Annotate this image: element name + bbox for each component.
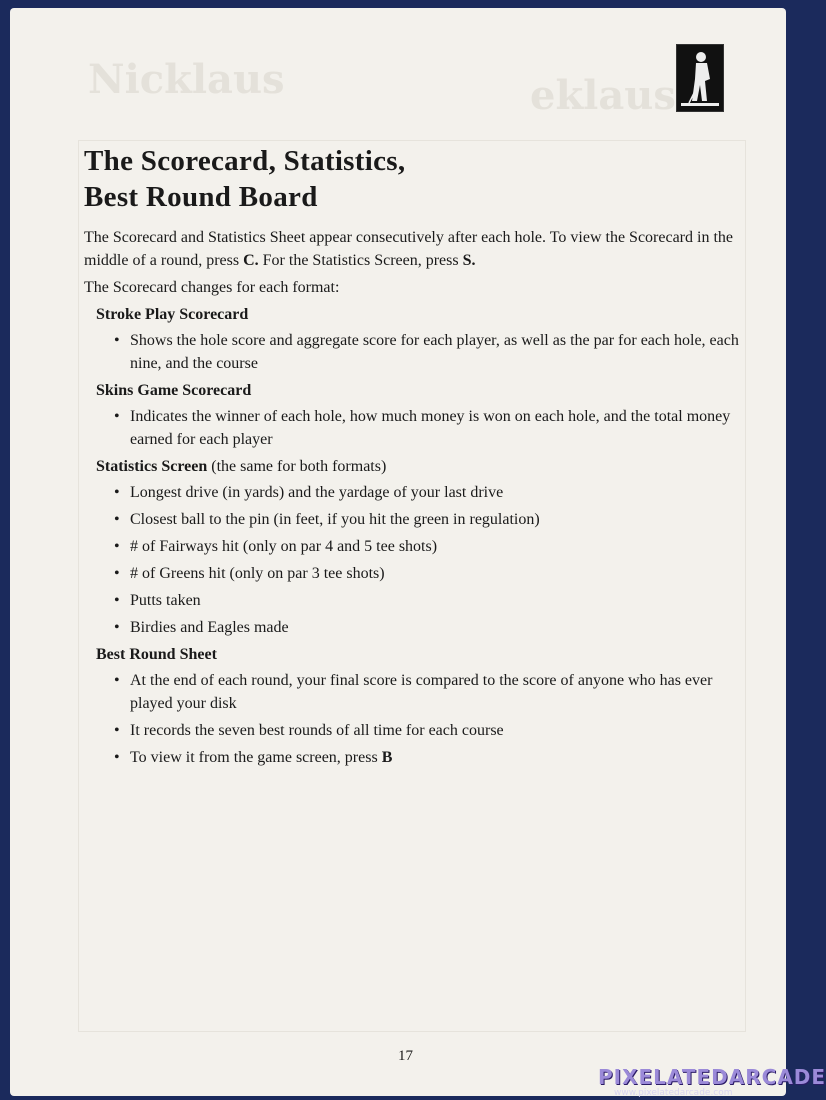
list-item: • At the end of each round, your final score is compared to the score of anyone who has ever played your disk: [114, 669, 744, 715]
skins-list: [84, 405, 744, 451]
best-round-heading: Best Round Sheet: [96, 646, 217, 663]
watermark-url: www.pixelatedarcade.com: [614, 1088, 733, 1098]
stroke-play-list: [84, 329, 744, 375]
manual-page: [10, 8, 786, 1096]
skins-game-heading: Skins Game Scorecard: [96, 382, 252, 399]
main-content: [84, 226, 744, 773]
page-number: 17: [398, 1048, 413, 1064]
format-intro: The Scorecard changes for each format:: [84, 279, 340, 296]
stroke-play-heading: Stroke Play Scorecard: [96, 306, 249, 323]
best-round-list: [84, 669, 744, 769]
bleed-through-heading-left: Nicklaus: [88, 56, 285, 103]
list-item: • It records the seven best rounds of all time for each course: [114, 719, 744, 742]
list-item: • # of Greens hit (only on par 3 tee shots): [114, 562, 744, 585]
list-item: • Putts taken: [114, 589, 744, 612]
list-item: • # of Fairways hit (only on par 4 and 5 tee shots): [114, 535, 744, 558]
title-line-1: The Scorecard, Statistics,: [84, 145, 406, 177]
bleed-through-heading-right: eklaus: [530, 72, 676, 119]
list-item: • Birdies and Eagles made: [114, 616, 744, 639]
page-title: [84, 143, 405, 215]
title-line-2: Best Round Board: [84, 181, 318, 213]
watermark-logo: PIXELATEDARCADE: [598, 1065, 826, 1089]
statistics-heading: Statistics Screen (the same for both formats): [96, 458, 387, 475]
list-item: • To view it from the game screen, press B: [114, 746, 744, 769]
statistics-list: [84, 481, 744, 639]
list-item: • Closest ball to the pin (in feet, if you hit the green in regulation): [114, 508, 744, 531]
intro-paragraph: The Scorecard and Statistics Sheet appear consecutively after each hole. To view the Scorecard in the middle of a round, press C. For the Statistics Screen, press S.: [84, 229, 733, 269]
list-item: • Shows the hole score and aggregate score for each player, as well as the par for each hole, each nine, and the course: [114, 329, 744, 375]
golfer-logo-icon: [676, 44, 724, 112]
list-item: • Indicates the winner of each hole, how much money is won on each hole, and the total money earned for each player: [114, 405, 744, 451]
list-item: • Longest drive (in yards) and the yardage of your last drive: [114, 481, 744, 504]
